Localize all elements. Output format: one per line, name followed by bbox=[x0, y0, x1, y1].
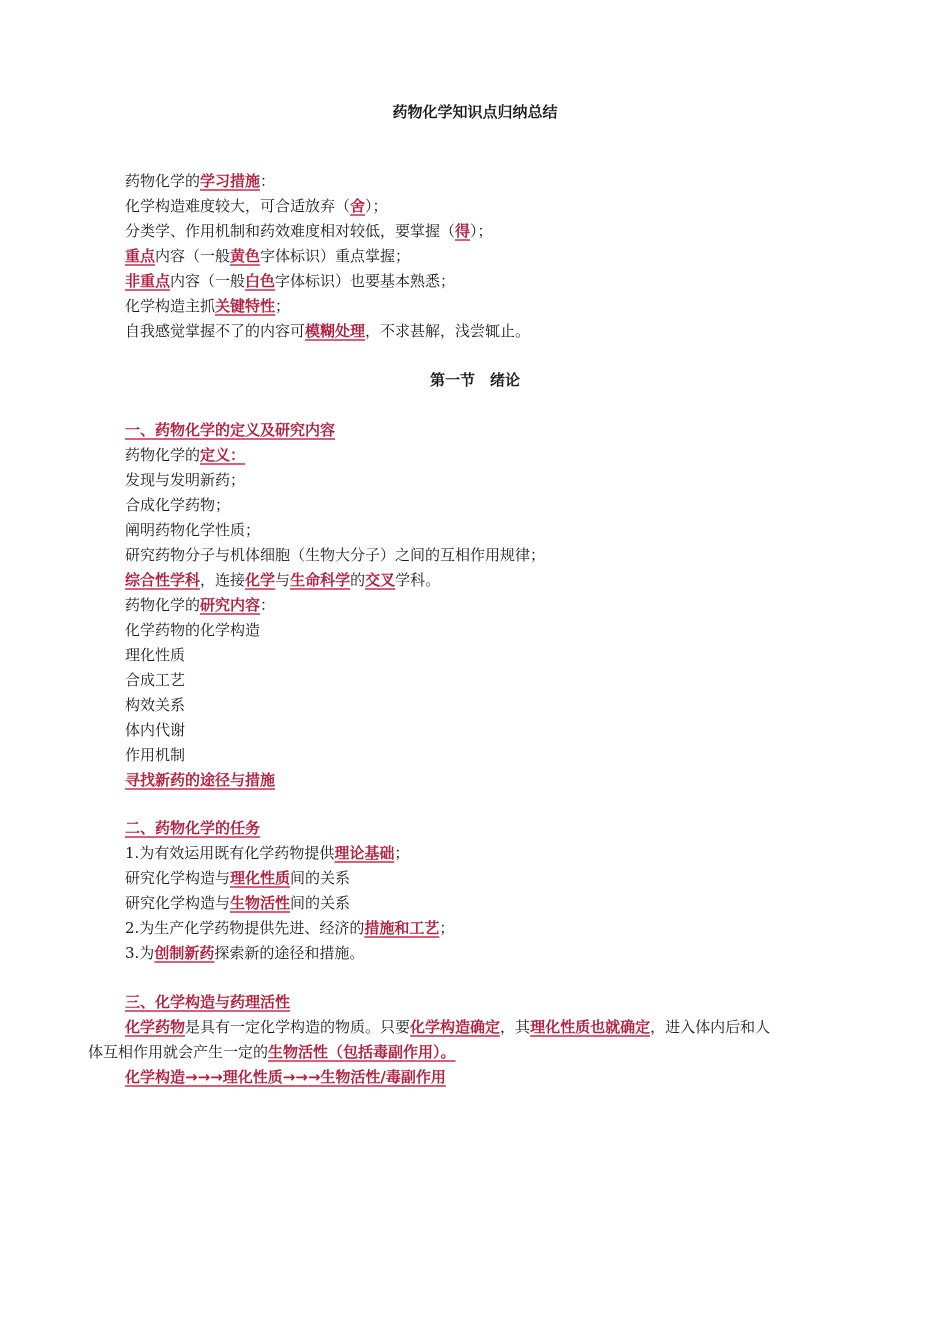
text: 间的关系 bbox=[290, 869, 351, 887]
list-item: 体内代谢 bbox=[125, 721, 186, 739]
text: 学科。 bbox=[395, 571, 441, 589]
text: 3.为 bbox=[125, 944, 155, 962]
text: 研究化学构造与 bbox=[125, 894, 231, 912]
highlight: 理化性质也就确定 bbox=[530, 1018, 651, 1036]
highlight: 化学构造→→→理化性质→→→生物活性/毒副作用 bbox=[125, 1068, 446, 1086]
list-item-highlight bbox=[125, 768, 865, 793]
text: 内容（一般 bbox=[155, 247, 231, 265]
text: ： bbox=[260, 172, 276, 190]
text: 药物化学的 bbox=[125, 446, 201, 464]
highlight: 生物活性（包括毒副作用）。 bbox=[268, 1043, 456, 1061]
paragraph-line bbox=[88, 1015, 858, 1040]
highlight: 研究内容 bbox=[200, 596, 261, 614]
section-heading bbox=[125, 418, 865, 443]
text: 化学构造难度较大，可合适放弃（ bbox=[125, 197, 351, 215]
text: ，不求甚解，浅尝辄止。 bbox=[365, 322, 531, 340]
text: 分类学、作用机制和药效难度相对较低，要掌握（ bbox=[125, 222, 456, 240]
highlight: 综合性学科 bbox=[125, 571, 201, 589]
text: ； bbox=[439, 919, 455, 937]
text: 探索新的途径和措施。 bbox=[214, 944, 365, 962]
intro-line bbox=[125, 294, 865, 319]
section-heading bbox=[125, 990, 865, 1015]
highlight: 定义： bbox=[200, 446, 246, 464]
paragraph-line bbox=[88, 1040, 858, 1065]
text: 字体标识）重点掌握； bbox=[260, 247, 411, 265]
text: 的 bbox=[350, 571, 366, 589]
highlight: 创制新药 bbox=[154, 944, 215, 962]
section-3-paragraph bbox=[88, 1015, 858, 1090]
text: 间的关系 bbox=[290, 894, 351, 912]
document-title: 药物化学知识点归纳总结 bbox=[392, 103, 558, 121]
text: ）； bbox=[365, 197, 388, 215]
list-item: 理化性质 bbox=[125, 646, 186, 664]
section-3 bbox=[125, 990, 865, 1015]
task-line bbox=[125, 941, 865, 966]
highlight: 非重点 bbox=[125, 272, 171, 290]
highlight: 黄色 bbox=[230, 247, 261, 265]
highlight: 交叉 bbox=[365, 571, 396, 589]
highlight: 得 bbox=[455, 222, 471, 240]
text: 字体标识）也要基本熟悉； bbox=[275, 272, 456, 290]
highlight: 措施和工艺 bbox=[364, 919, 440, 937]
task-line bbox=[125, 891, 865, 916]
intro-block bbox=[125, 169, 865, 344]
task-line bbox=[125, 866, 865, 891]
intro-line bbox=[125, 269, 865, 294]
text: ，连接 bbox=[200, 571, 246, 589]
section-title: 第一节 绪论 bbox=[429, 371, 520, 389]
definition-line bbox=[125, 443, 865, 468]
section-1 bbox=[125, 418, 865, 793]
task-line bbox=[125, 916, 865, 941]
text: ： bbox=[260, 596, 276, 614]
intro-line bbox=[125, 244, 865, 269]
task-line bbox=[125, 841, 865, 866]
intro-line bbox=[125, 219, 865, 244]
list-item: 阐明药物化学性质； bbox=[125, 521, 261, 539]
text: 与 bbox=[275, 571, 291, 589]
highlight: 舍 bbox=[350, 197, 366, 215]
chain-line bbox=[88, 1065, 858, 1090]
heading-text: 二、药物化学的任务 bbox=[125, 819, 261, 837]
highlight: 化学构造确定 bbox=[410, 1018, 501, 1036]
highlight: 理化性质 bbox=[230, 869, 291, 887]
highlight: 生命科学 bbox=[290, 571, 351, 589]
section-heading bbox=[125, 816, 865, 841]
list-item: 作用机制 bbox=[125, 746, 186, 764]
text: ，进入体内后和人 bbox=[650, 1018, 771, 1036]
highlight: 重点 bbox=[125, 247, 156, 265]
highlight: 化学 bbox=[245, 571, 276, 589]
text: 内容（一般 bbox=[170, 272, 246, 290]
text: 1.为有效运用既有化学药物提供 bbox=[125, 844, 335, 862]
research-line bbox=[125, 593, 865, 618]
text: ； bbox=[275, 297, 291, 315]
intro-line bbox=[125, 194, 865, 219]
cross-discipline-line bbox=[125, 568, 865, 593]
text: 药物化学的 bbox=[125, 596, 201, 614]
list-item: 发现与发明新药； bbox=[125, 471, 246, 489]
highlight: 寻找新药的途径与措施 bbox=[125, 771, 276, 789]
highlight: 模糊处理 bbox=[305, 322, 366, 340]
highlight: 白色 bbox=[245, 272, 276, 290]
section-2 bbox=[125, 816, 865, 966]
text: 2.为生产化学药物提供先进、经济的 bbox=[125, 919, 365, 937]
text: 是具有一定化学构造的物质。只要 bbox=[185, 1018, 411, 1036]
list-item: 化学药物的化学构造 bbox=[125, 621, 261, 639]
text: ）； bbox=[470, 222, 493, 240]
text: ； bbox=[394, 844, 410, 862]
list-item: 构效关系 bbox=[125, 696, 186, 714]
highlight: 理论基础 bbox=[334, 844, 395, 862]
intro-line bbox=[125, 169, 865, 194]
heading-text: 三、化学构造与药理活性 bbox=[125, 993, 291, 1011]
list-item: 合成化学药物； bbox=[125, 496, 231, 514]
text: 体互相作用就会产生一定的 bbox=[88, 1043, 269, 1061]
text: 研究化学构造与 bbox=[125, 869, 231, 887]
text: 药物化学的 bbox=[125, 172, 201, 190]
highlight: 生物活性 bbox=[230, 894, 291, 912]
heading-text: 一、药物化学的定义及研究内容 bbox=[125, 421, 336, 439]
highlight: 学习措施 bbox=[200, 172, 261, 190]
text: ，其 bbox=[500, 1018, 531, 1036]
text: 化学构造主抓 bbox=[125, 297, 216, 315]
list-item: 合成工艺 bbox=[125, 671, 186, 689]
highlight: 关键特性 bbox=[215, 297, 276, 315]
text: 自我感觉掌握不了的内容可 bbox=[125, 322, 306, 340]
list-item: 研究药物分子与机体细胞（生物大分子）之间的互相作用规律； bbox=[125, 546, 546, 564]
intro-line bbox=[125, 319, 865, 344]
highlight: 化学药物 bbox=[125, 1018, 186, 1036]
